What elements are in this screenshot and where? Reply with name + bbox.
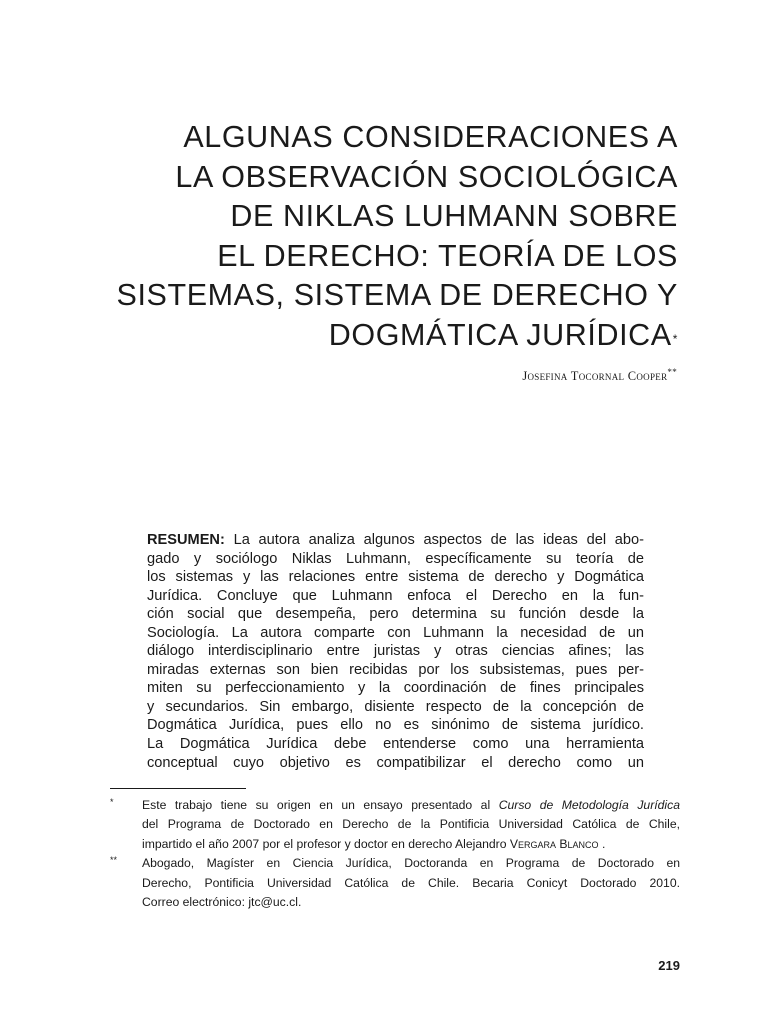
abstract-line: Sociología. La autora comparte con Luhmann la necesidad de un [147, 624, 644, 641]
footnote-line [142, 796, 680, 815]
abstract-line: Dogmática Jurídica, pues ello no es sinónimo de sistema jurídico. [147, 717, 644, 734]
abstract-line: y secundarios. Sin embargo, disiente respecto de la concepción de [147, 698, 644, 715]
title-line-last [100, 316, 678, 360]
abstract-label: RESUMEN: [147, 532, 225, 548]
footnote-line: Abogado, Magíster en Ciencia Jurídica, Doctoranda en Programa de Doctorado en [142, 856, 680, 871]
footnote-text: impartido el año 2007 por el profesor y doctor en derecho Alejandro [142, 836, 507, 851]
footnote-line: Correo electrónico: jtc@uc.cl. [142, 894, 302, 909]
abstract-line: miten su perfeccionamiento y la coordinación de fines principales [147, 680, 644, 697]
footnote-mark: ** [110, 855, 118, 866]
author-footnote-mark[interactable]: ** [667, 367, 677, 377]
page-number: 219 [658, 958, 680, 973]
footnote-text: . [601, 836, 606, 851]
abstract-line: diálogo interdisciplinario entre juristas y otras ciencias afines; las [147, 643, 644, 660]
footnote-line [142, 835, 680, 854]
author-byline [522, 367, 677, 384]
abstract [147, 531, 644, 772]
title-line: ALGUNAS CONSIDERACIONES A [183, 120, 678, 154]
abstract-line [147, 531, 644, 550]
article-title [100, 118, 678, 359]
author-name: Josefina Tocornal Cooper [522, 369, 668, 383]
title-line: LA OBSERVACIÓN SOCIOLÓGICA [175, 159, 678, 194]
footnote-1 [110, 796, 680, 854]
title-line-text: DOGMÁTICA JURÍDICA [328, 317, 672, 352]
footnote-2 [110, 854, 680, 912]
footnote-text: Este trabajo tiene su origen en un ensayo presentado al [142, 798, 491, 812]
abstract-line: gado y sociólogo Niklas Luhmann, específicamente su teoría de [147, 550, 644, 567]
title-line: DE NIKLAS LUHMANN SOBRE [230, 199, 678, 233]
abstract-line: Jurídica. Concluye que Luhmann enfoca el Derecho en la fun- [147, 587, 644, 604]
abstract-line: miradas externas son bien recibidas por los subsistemas, pues per- [147, 661, 644, 678]
title-line: EL DERECHO: TEORÍA DE LOS [217, 238, 678, 273]
abstract-line: los sistemas y las relaciones entre sistema de derecho y Dogmática [147, 569, 644, 586]
footnote-mark: * [110, 797, 114, 807]
title-footnote-mark[interactable]: * [672, 331, 678, 346]
footnote-line: del Programa de Doctorado en Derecho de la Pontificia Universidad Católica de Chile, [142, 817, 680, 832]
abstract-line: La Dogmática Jurídica debe entenderse como una herramienta [147, 736, 644, 753]
abstract-line: ción social que desempeña, pero determina su función desde la [147, 606, 644, 623]
professor-name: Vergara Blanco [509, 836, 599, 851]
abstract-line: conceptual cuyo objetivo es compatibilizar el derecho como un [147, 754, 644, 771]
footnotes [110, 796, 680, 912]
title-line: SISTEMAS, SISTEMA DE DERECHO Y [116, 278, 678, 312]
footnote-line: Derecho, Pontificia Universidad Católica de Chile. Becaria Conicyt Doctorado 2010. [142, 875, 680, 890]
footnote-divider [110, 788, 246, 789]
course-name: Curso de Metodología Jurídica [498, 798, 680, 812]
abstract-line-text: La autora analiza algunos aspectos de las ideas del abo- [233, 532, 644, 548]
